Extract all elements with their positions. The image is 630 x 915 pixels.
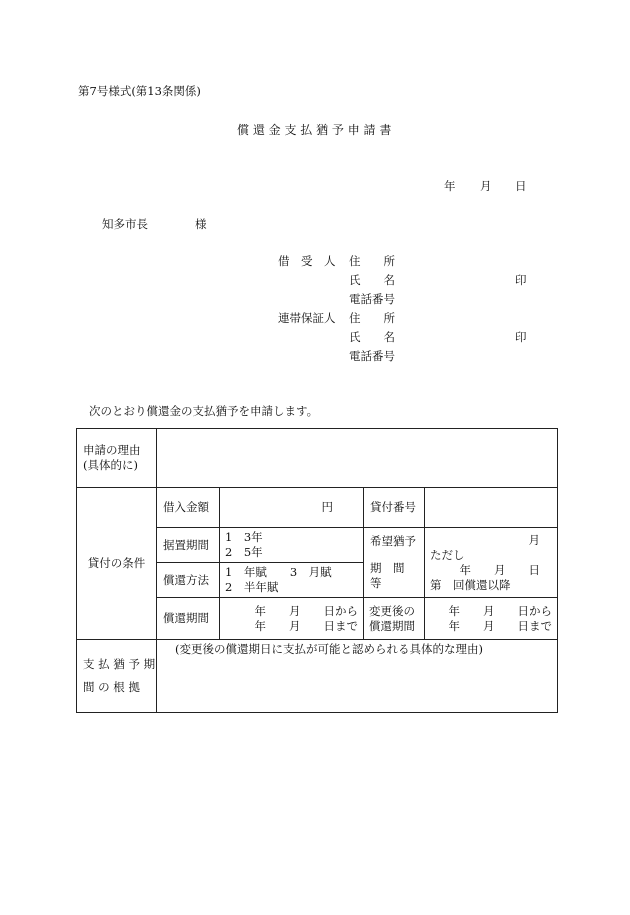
guarantor-phone-label: 電話番号: [349, 349, 395, 363]
application-table: [76, 428, 558, 713]
desired-deferral-label-cell: [364, 528, 425, 598]
basis-label-sub: 間 の 根 拠: [83, 680, 140, 694]
basis-input-cell[interactable]: [157, 640, 558, 713]
intro-text: 次のとおり償還金の支払猶予を申請します。: [89, 404, 319, 418]
date-month: 月: [480, 179, 492, 193]
guarantor-label: 連帯保証人: [278, 311, 336, 325]
grace-option-5y: 2 5年: [225, 545, 263, 559]
repayment-option-annual-monthly: 1 年賦 3 月賦: [225, 565, 332, 579]
loan-amount-label: 借入金額: [157, 488, 220, 528]
addressee: 知多市長: [102, 217, 148, 231]
repayment-method-label: 償還方法: [157, 563, 220, 598]
reason-label: 申請の理由: [83, 443, 141, 458]
repayment-period-label: 償還期間: [157, 598, 220, 640]
loan-number-field[interactable]: [425, 488, 558, 528]
desired-deferral-label: 希望猶予: [370, 534, 416, 549]
guarantor-name-label: 氏 名: [349, 330, 395, 344]
desired-deferral-field[interactable]: [425, 528, 558, 598]
repayment-period-from: 年 月 日から: [254, 603, 358, 618]
borrower-address-label: 住 所: [349, 254, 395, 268]
repayment-option-semiannual: 2 半年賦: [225, 580, 279, 594]
repayment-period-field[interactable]: [220, 598, 364, 640]
borrower-label: 借 受 人: [278, 254, 336, 268]
deferral-date: 年 月 日: [459, 562, 540, 577]
borrower-name-label: 氏 名: [349, 273, 395, 287]
borrower-phone-label: 電話番号: [349, 292, 395, 306]
date-day: 日: [515, 179, 527, 193]
reason-label-sub: (具体的に): [83, 458, 138, 472]
reason-input-cell[interactable]: [157, 429, 558, 488]
reason-row: [77, 429, 558, 488]
addressee-suffix: 様: [195, 217, 207, 231]
yen-unit: 円: [321, 500, 333, 515]
changed-period-to: 年 月 日まで: [448, 618, 552, 633]
repayment-period-to: 年 月 日まで: [254, 618, 358, 633]
borrower-seal: 印: [515, 273, 527, 287]
conditions-label: 貸付の条件: [77, 488, 157, 640]
loan-amount-field[interactable]: [220, 488, 364, 528]
basis-row: [77, 640, 558, 713]
guarantor-address-label: 住 所: [349, 311, 395, 325]
deferral-month: 月: [528, 532, 540, 547]
grace-period-options[interactable]: [220, 528, 364, 563]
deferral-note: ただし: [430, 547, 465, 562]
grace-period-label: 据置期間: [157, 528, 220, 563]
basis-label-cell: [77, 640, 157, 713]
period-etc-label: 期 間 等: [370, 561, 416, 590]
basis-note: (変更後の償還期日に支払が可能と認められる具体的な理由): [175, 642, 483, 656]
deferral-after: 第 回償還以降: [430, 577, 511, 592]
grace-option-3y: 1 3年: [225, 530, 263, 544]
date-year: 年: [444, 179, 456, 193]
changed-period-label-sub: 償還期間: [369, 618, 415, 633]
basis-label: 支 払 猶 予 期: [83, 657, 156, 672]
changed-period-from: 年 月 日から: [448, 603, 552, 618]
form-title: 償 還 金 支 払 猶 予 申 請 書: [237, 123, 392, 137]
guarantor-seal: 印: [515, 330, 527, 344]
form-number: 第7号様式(第13条関係): [78, 84, 201, 98]
changed-period-label: 変更後の: [369, 603, 415, 618]
loan-number-label: 貸付番号: [364, 488, 425, 528]
loan-amount-row: [77, 488, 558, 528]
reason-label-cell: [77, 429, 157, 488]
changed-period-field[interactable]: [425, 598, 558, 640]
repayment-method-options[interactable]: [220, 563, 364, 598]
changed-period-label-cell: [364, 598, 425, 640]
